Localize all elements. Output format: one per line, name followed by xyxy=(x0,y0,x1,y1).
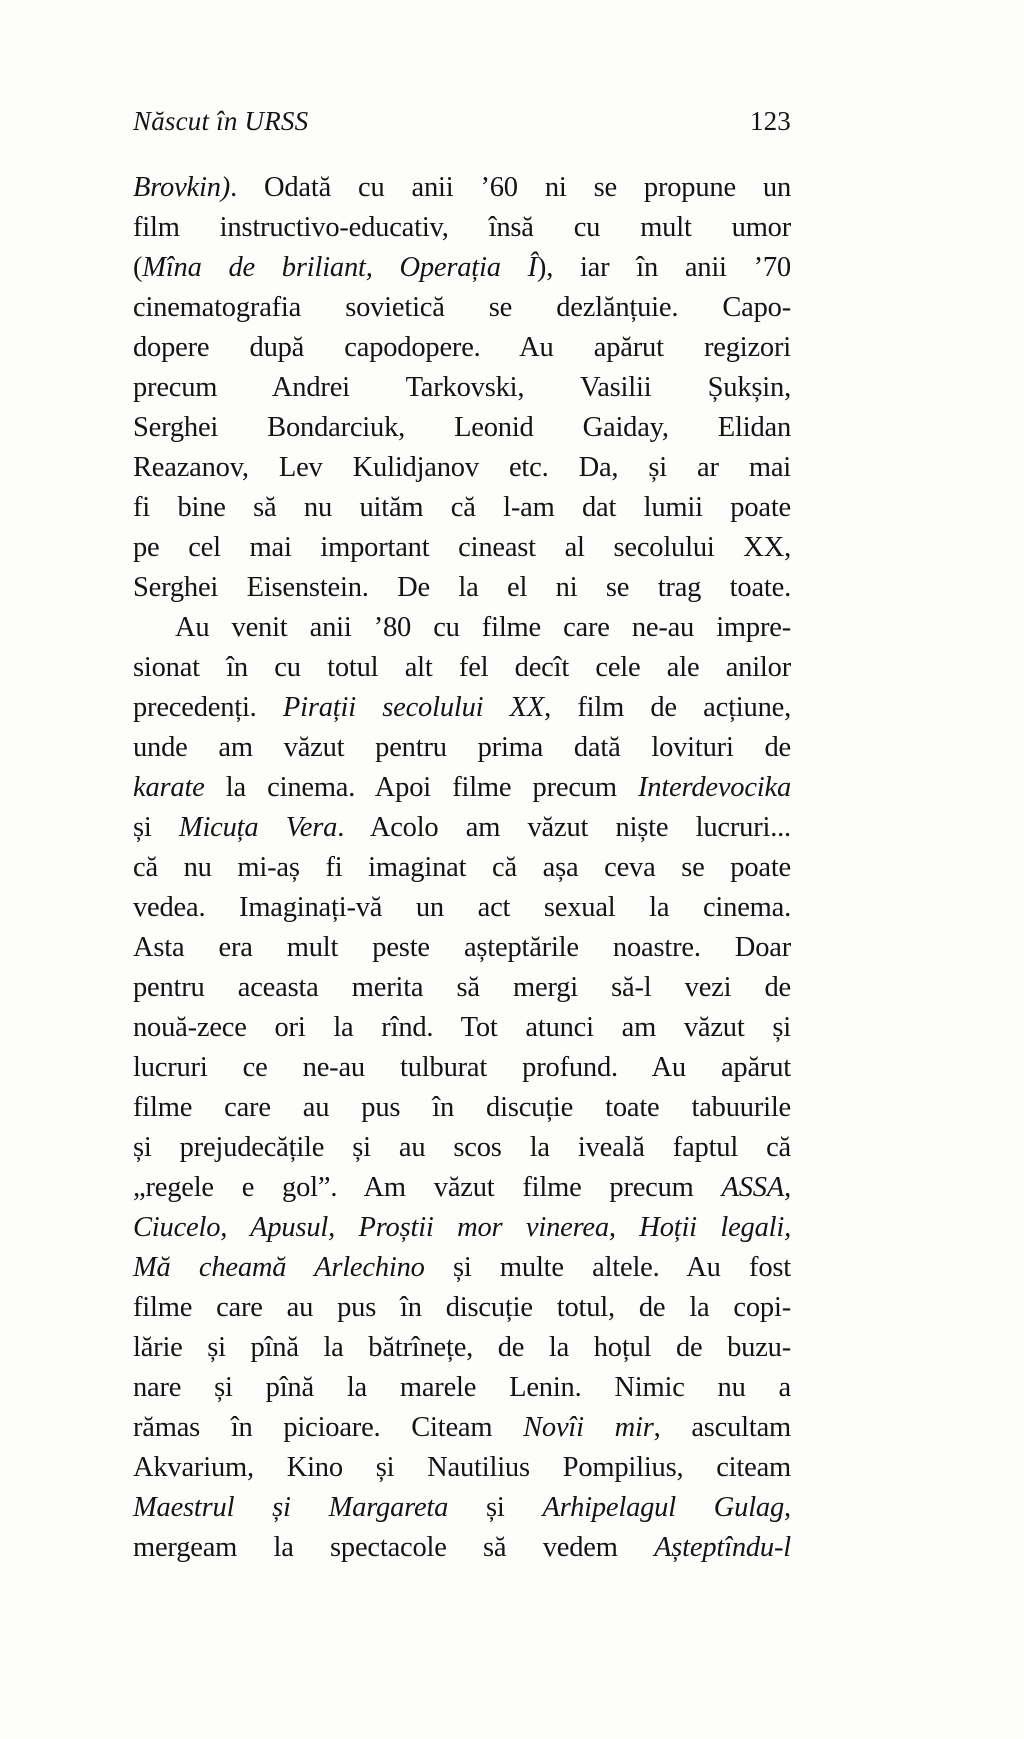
text-segment: filme care au pus în discuție toate tabuurile xyxy=(133,1092,791,1123)
text-line xyxy=(133,1328,791,1368)
text-segment: mergeam la spectacole să vedem xyxy=(133,1532,655,1563)
text-segment: cinematografia sovietică se dezlănțuie. Capo- xyxy=(133,292,791,323)
text-segment: sionat în cu totul alt fel decît cele ale anilor xyxy=(133,652,791,683)
text-line xyxy=(133,568,791,608)
text-line xyxy=(133,928,791,968)
text-segment: și xyxy=(448,1492,543,1523)
text-line xyxy=(133,168,791,208)
text-segment: , film de acțiune, xyxy=(544,692,791,723)
text-line xyxy=(133,328,791,368)
text-line xyxy=(133,528,791,568)
text-line xyxy=(133,1008,791,1048)
text-line xyxy=(133,1288,791,1328)
text-line xyxy=(133,648,791,688)
text-line xyxy=(133,728,791,768)
text-line xyxy=(133,1488,791,1528)
text-segment: Au venit anii ’80 cu filme care ne-au impre- xyxy=(175,612,791,643)
text-segment: Akvarium, Kino și Nautilius Pompilius, citeam xyxy=(133,1452,791,1483)
italic-text: Pirații secolului XX xyxy=(282,692,545,723)
text-segment: precedenți. xyxy=(133,692,283,723)
text-segment: lărie și pînă la bătrînețe, de la hoțul de buzu- xyxy=(133,1332,791,1363)
italic-text: Mă cheamă Arlechino xyxy=(133,1252,425,1283)
text-line xyxy=(133,808,791,848)
text-line xyxy=(133,288,791,328)
text-line xyxy=(133,408,791,448)
text-line xyxy=(133,968,791,1008)
italic-text: Mîna de briliant, Operația Î xyxy=(142,252,537,283)
text-segment: , xyxy=(784,1492,791,1523)
running-header xyxy=(133,106,791,137)
text-line xyxy=(133,848,791,888)
page-number: 123 xyxy=(749,106,791,136)
text-line xyxy=(133,1368,791,1408)
text-segment: Serghei Eisenstein. De la el ni se trag toate. xyxy=(133,572,791,603)
italic-text: Micuța Vera xyxy=(178,812,338,843)
text-line xyxy=(133,368,791,408)
text-line xyxy=(133,608,791,648)
text-segment: , ascultam xyxy=(653,1412,792,1443)
text-segment: , xyxy=(784,1172,791,1203)
text-segment: pentru aceasta merita să mergi să-l vezi de xyxy=(133,972,791,1003)
text-line xyxy=(133,208,791,248)
italic-text: Arhipelagul Gulag xyxy=(542,1492,785,1523)
text-segment: Reazanov, Lev Kulidjanov etc. Da, și ar mai xyxy=(133,452,791,483)
paragraph xyxy=(133,168,791,608)
text-segment: nare și pînă la marele Lenin. Nimic nu a xyxy=(133,1372,791,1403)
text-line xyxy=(133,488,791,528)
text-segment: fi bine să nu uităm că l-am dat lumii poate xyxy=(133,492,791,523)
italic-text: Așteptîndu-l xyxy=(654,1532,791,1563)
text-segment: Serghei Bondarciuk, Leonid Gaiday, Elidan xyxy=(133,412,791,443)
text-line xyxy=(133,1408,791,1448)
text-line xyxy=(133,1208,791,1248)
text-segment: . Odată cu anii ’60 ni se propune un xyxy=(230,172,791,203)
italic-text: Ciucelo, Apusul, Proștii mor vinerea, Hoții legali, xyxy=(133,1212,791,1243)
text-line xyxy=(133,448,791,488)
italic-text: karate xyxy=(133,772,205,803)
text-segment: unde am văzut pentru prima dată lovituri de xyxy=(133,732,791,763)
text-segment: și prejudecățile și au scos la iveală faptul că xyxy=(133,1132,791,1163)
text-segment: ( xyxy=(133,252,143,283)
text-segment: și xyxy=(133,812,179,843)
text-segment: . Acolo am văzut niște lucruri... xyxy=(337,812,791,843)
italic-text: Novîi mir xyxy=(523,1412,654,1443)
text-segment: lucruri ce ne-au tulburat profund. Au apărut xyxy=(133,1052,791,1083)
text-segment: ), iar în anii ’70 xyxy=(536,252,791,283)
italic-text: Maestrul și Margareta xyxy=(133,1492,449,1523)
text-line xyxy=(133,1448,791,1488)
text-segment: și multe altele. Au fost xyxy=(424,1252,791,1283)
text-segment: filme care au pus în discuție totul, de la copi- xyxy=(133,1292,791,1323)
text-segment: nouă-zece ori la rînd. Tot atunci am văzut și xyxy=(133,1012,791,1043)
text-segment: dopere după capodopere. Au apărut regizori xyxy=(133,332,791,363)
text-segment: vedea. Imaginați-vă un act sexual la cinema. xyxy=(133,892,791,923)
text-line xyxy=(133,1048,791,1088)
text-segment: Asta era mult peste așteptările noastre. Doar xyxy=(133,932,791,963)
text-segment: precum Andrei Tarkovski, Vasilii Șukșin, xyxy=(133,372,791,403)
text-segment: rămas în picioare. Citeam xyxy=(133,1412,524,1443)
italic-text: Brovkin) xyxy=(133,172,231,203)
paragraph xyxy=(133,608,791,1568)
text-line xyxy=(133,1088,791,1128)
text-line xyxy=(133,1528,791,1568)
text-segment: „regele e gol”. Am văzut filme precum xyxy=(133,1172,722,1203)
text-line xyxy=(133,248,791,288)
text-segment: că nu mi-aș fi imaginat că așa ceva se poate xyxy=(133,852,791,883)
text-segment: film instructivo-educativ, însă cu mult umor xyxy=(133,212,791,243)
text-line xyxy=(133,888,791,928)
text-line xyxy=(133,768,791,808)
italic-text: ASSA xyxy=(721,1172,785,1203)
page-body xyxy=(133,168,791,1568)
text-line xyxy=(133,1168,791,1208)
text-line xyxy=(133,688,791,728)
italic-text: Interdevocika xyxy=(637,772,791,803)
text-segment: la cinema. Apoi filme precum xyxy=(204,772,638,803)
running-header-title: Născut în URSS xyxy=(133,106,309,136)
text-line xyxy=(133,1248,791,1288)
text-line xyxy=(133,1128,791,1168)
text-segment: pe cel mai important cineast al secolului XX, xyxy=(133,532,791,563)
